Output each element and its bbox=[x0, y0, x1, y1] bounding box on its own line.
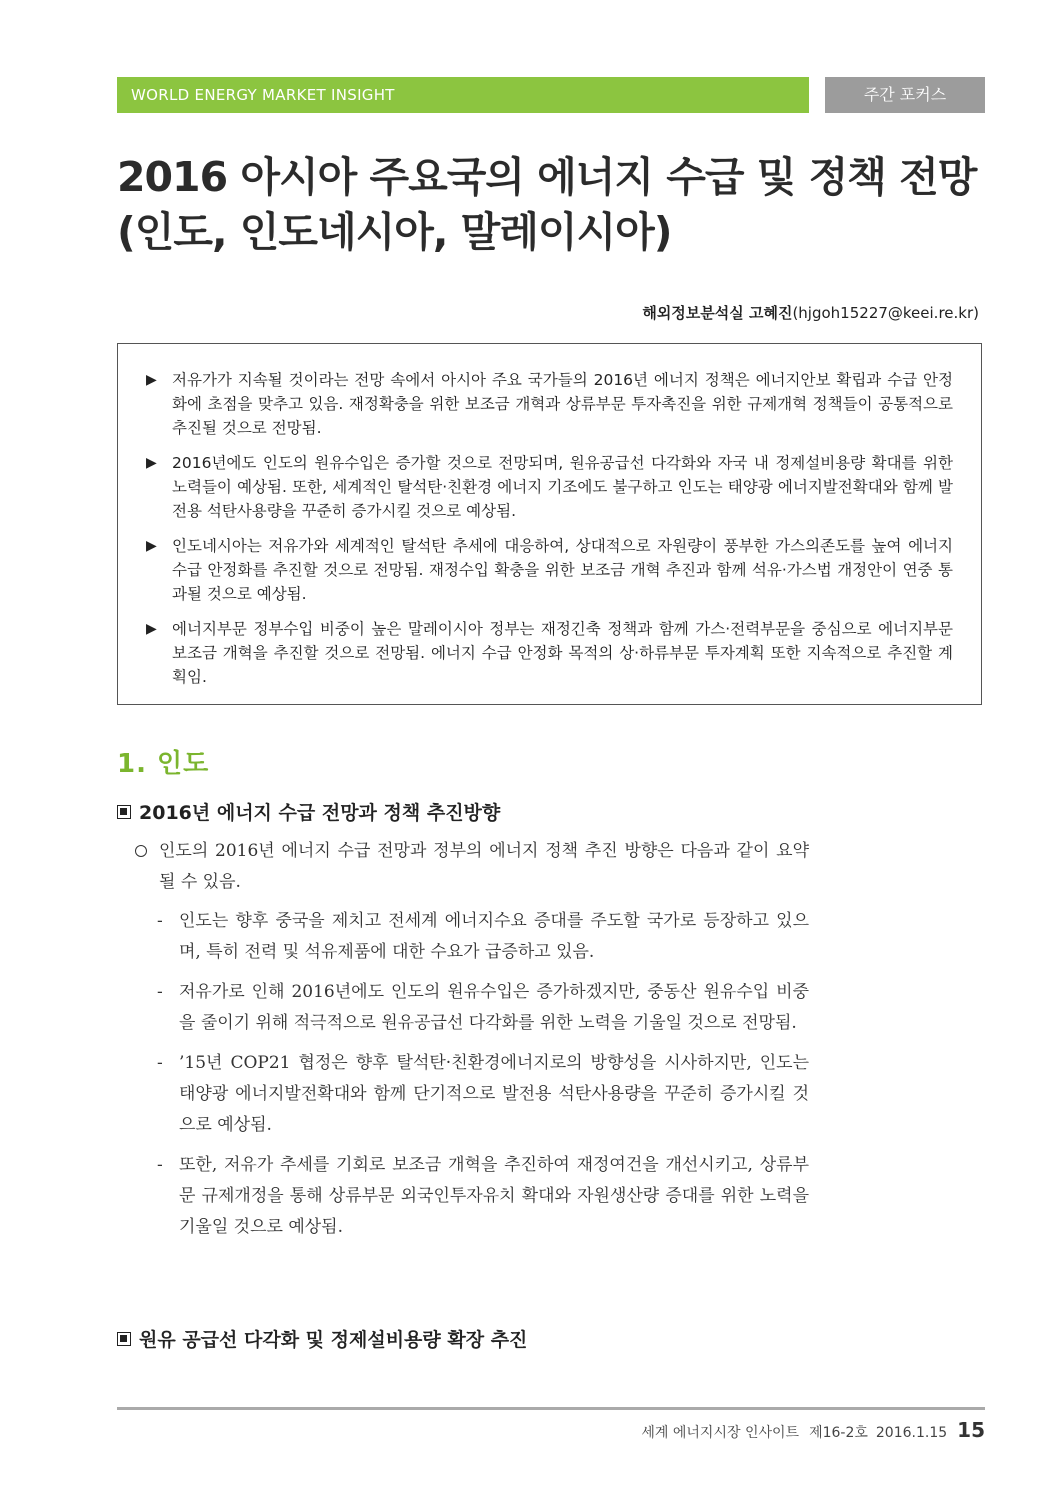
subhead-text: 원유 공급선 다각화 및 정제설비용량 확장 추진 bbox=[139, 1329, 528, 1351]
dash-bullet-icon: - bbox=[157, 1053, 163, 1073]
list-item bbox=[133, 977, 809, 1039]
footer-date: 2016.1.15 bbox=[875, 1425, 948, 1441]
footer-publication: 세계 에너지시장 인사이트 bbox=[641, 1425, 800, 1441]
summary-item bbox=[146, 368, 953, 440]
triangle-bullet-icon: ▶ bbox=[146, 455, 157, 471]
author-email: (hjgoh15227@keei.re.kr) bbox=[792, 304, 979, 322]
page-footer bbox=[641, 1418, 985, 1442]
summary-text: 에너지부문 정부수입 비중이 높은 말레이시아 정부는 재정긴축 정책과 함께 가스·전력부문을 중심으로 에너지부문 보조금 개혁을 추진할 것으로 전망됨. 에너지 수급 안정화 목적의 상·하류부문 투자계획 또한 지속적으로 추진할 계획임. bbox=[172, 620, 953, 686]
circle-bullet-icon bbox=[135, 845, 147, 857]
series-header-bar: WORLD ENERGY MARKET INSIGHT bbox=[117, 77, 809, 113]
footer-issue: 제16-2호 bbox=[809, 1425, 868, 1441]
subhead-outlook bbox=[117, 798, 500, 825]
subhead-text: 2016년 에너지 수급 전망과 정책 추진방향 bbox=[139, 802, 501, 824]
square-bullet-icon bbox=[117, 1332, 131, 1346]
dash-bullet-icon: - bbox=[157, 982, 163, 1002]
list-item bbox=[133, 1150, 809, 1243]
title-line-2: (인도, 인도네시아, 말레이시아) bbox=[117, 208, 672, 256]
summary-text: 저유가가 지속될 것이라는 전망 속에서 아시아 주요 국가들의 2016년 에너지 정책은 에너지안보 확립과 수급 안정화에 초점을 맞추고 있음. 재정확충을 위한 보조금 개혁과 상류부문 투자촉진을 위한 규제개혁 정책들이 공통적으로 추진될 것으로 전망됨. bbox=[172, 371, 953, 437]
section-body bbox=[133, 836, 809, 1252]
list-item-text: 또한, 저유가 추세를 기회로 보조금 개혁을 추진하여 재정여건을 개선시키고, 상류부문 규제개정을 통해 상류부문 외국인투자유치 확대와 자원생산량 증대를 위한 노력을 기울일 것으로 예상됨. bbox=[179, 1155, 809, 1237]
page-number: 15 bbox=[957, 1418, 985, 1442]
summary-item bbox=[146, 617, 953, 689]
triangle-bullet-icon: ▶ bbox=[146, 372, 157, 388]
triangle-bullet-icon: ▶ bbox=[146, 621, 157, 637]
summary-text: 2016년에도 인도의 원유수입은 증가할 것으로 전망되며, 원유공급선 다각화와 자국 내 정제설비용량 확대를 위한 노력들이 예상됨. 또한, 세계적인 탈석탄·친환경 에너지 기조에도 불구하고 인도는 태양광 에너지발전확대와 함께 발전용 석탄사용량을 꾸준히 증가시킬 것으로 예상됨. bbox=[172, 454, 953, 520]
list-item-text: 저유가로 인해 2016년에도 인도의 원유수입은 증가하겠지만, 중동산 원유수입 비중을 줄이기 위해 적극적으로 원유공급선 다각화를 위한 노력을 기울일 것으로 전망됨. bbox=[179, 982, 809, 1033]
list-item-text: 인도는 향후 중국을 제치고 전세계 에너지수요 증대를 주도할 국가로 등장하고 있으며, 특히 전력 및 석유제품에 대한 수요가 급증하고 있음. bbox=[179, 911, 809, 962]
dash-bullet-icon: - bbox=[157, 1155, 163, 1175]
triangle-bullet-icon: ▶ bbox=[146, 538, 157, 554]
author-byline bbox=[642, 302, 979, 323]
section-title-india: 1. 인도 bbox=[117, 749, 210, 779]
title-line-1: 2016 아시아 주요국의 에너지 수급 및 정책 전망 bbox=[117, 153, 977, 201]
footer-divider bbox=[117, 1407, 985, 1410]
list-item bbox=[133, 906, 809, 968]
list-item-text: ’15년 COP21 협정은 향후 탈석탄·친환경에너지로의 방향성을 시사하지만, 인도는 태양광 에너지발전확대와 함께 단기적으로 발전용 석탄사용량을 꾸준히 증가시킬 것으로 예상됨. bbox=[179, 1053, 809, 1135]
intro-text: 인도의 2016년 에너지 수급 전망과 정부의 에너지 정책 추진 방향은 다음과 같이 요약될 수 있음. bbox=[159, 841, 809, 892]
summary-item bbox=[146, 451, 953, 523]
list-item bbox=[133, 1048, 809, 1141]
author-name: 해외정보분석실 고혜진 bbox=[642, 304, 793, 322]
page-title bbox=[117, 150, 997, 260]
weekly-focus-tag: 주간 포커스 bbox=[825, 77, 985, 113]
subhead-crude-supply bbox=[117, 1325, 527, 1352]
intro-paragraph bbox=[133, 836, 809, 898]
dash-bullet-icon: - bbox=[157, 911, 163, 931]
summary-item bbox=[146, 534, 953, 606]
summary-text: 인도네시아는 저유가와 세계적인 탈석탄 추세에 대응하여, 상대적으로 자원량이 풍부한 가스의존도를 높여 에너지 수급 안정화를 추진할 것으로 전망됨. 재정수입 확충을 위한 보조금 개혁 추진과 함께 석유·가스법 개정안이 연중 통과될 것으로 예상됨. bbox=[172, 537, 953, 603]
summary-box bbox=[117, 343, 982, 705]
square-bullet-icon bbox=[117, 805, 131, 819]
